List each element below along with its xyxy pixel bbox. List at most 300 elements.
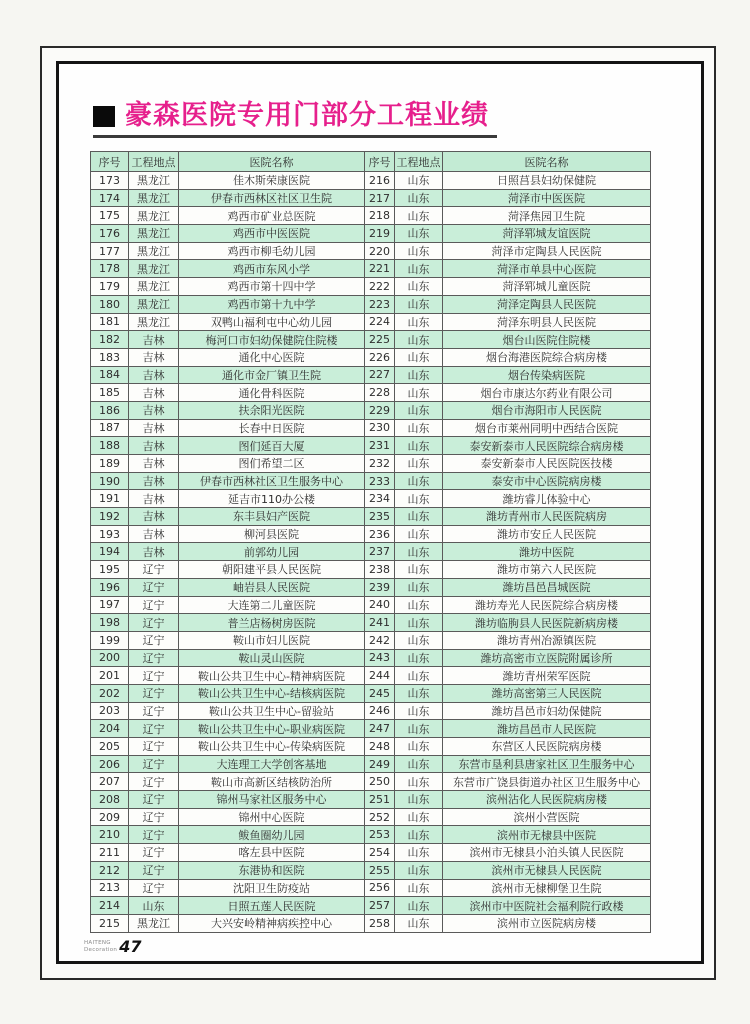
project-location: 吉林 <box>129 331 179 349</box>
page-number: 47 <box>119 937 142 956</box>
hospital-name: 扶余阳光医院 <box>179 401 365 419</box>
project-location: 山东 <box>395 755 443 773</box>
row-number: 203 <box>91 702 129 720</box>
project-location: 山东 <box>395 278 443 296</box>
project-location: 吉林 <box>129 490 179 508</box>
row-number: 255 <box>365 861 395 879</box>
project-location: 吉林 <box>129 437 179 455</box>
row-number: 235 <box>365 508 395 526</box>
row-number: 222 <box>365 278 395 296</box>
hospital-name: 菏泽东明县人民医院 <box>443 313 651 331</box>
project-location: 山东 <box>395 667 443 685</box>
project-location: 吉林 <box>129 348 179 366</box>
hospital-name: 泰安市中心医院病房楼 <box>443 472 651 490</box>
project-location: 山东 <box>395 207 443 225</box>
row-number: 254 <box>365 844 395 862</box>
table-row <box>91 384 651 402</box>
row-number: 228 <box>365 384 395 402</box>
row-number: 258 <box>365 914 395 932</box>
project-location: 山东 <box>395 596 443 614</box>
row-number: 219 <box>365 225 395 243</box>
project-location: 辽宁 <box>129 631 179 649</box>
table-row <box>91 348 651 366</box>
project-location: 山东 <box>395 808 443 826</box>
hospital-name: 菏泽焦园卫生院 <box>443 207 651 225</box>
row-number: 241 <box>365 614 395 632</box>
row-number: 192 <box>91 508 129 526</box>
hospital-name: 潍坊高密市立医院附属诊所 <box>443 649 651 667</box>
hospital-name: 潍坊睿儿体验中心 <box>443 490 651 508</box>
table-row <box>91 242 651 260</box>
project-location: 辽宁 <box>129 791 179 809</box>
hospital-name: 滨州市无棣县中医院 <box>443 826 651 844</box>
hospital-name: 大连第二儿童医院 <box>179 596 365 614</box>
projects-table <box>90 151 651 933</box>
outer-page-border <box>40 46 716 980</box>
row-number: 237 <box>365 543 395 561</box>
hospital-name: 滨州市中医院社会福利院行政楼 <box>443 897 651 915</box>
row-number: 188 <box>91 437 129 455</box>
hospital-name: 日照莒县妇幼保健院 <box>443 172 651 190</box>
brand-line-2: Decoration <box>84 946 118 953</box>
row-number: 205 <box>91 738 129 756</box>
hospital-name: 烟台传染病医院 <box>443 366 651 384</box>
project-location: 山东 <box>395 242 443 260</box>
table-body <box>91 172 651 933</box>
hospital-name: 东营市垦利县唐家社区卫生服务中心 <box>443 755 651 773</box>
row-number: 181 <box>91 313 129 331</box>
table-row <box>91 755 651 773</box>
row-number: 249 <box>365 755 395 773</box>
title-bullet-square <box>93 106 115 127</box>
row-number: 177 <box>91 242 129 260</box>
row-number: 238 <box>365 561 395 579</box>
row-number: 220 <box>365 242 395 260</box>
row-number: 247 <box>365 720 395 738</box>
inner-page-border <box>56 61 704 964</box>
row-number: 189 <box>91 455 129 473</box>
project-location: 山东 <box>395 260 443 278</box>
row-number: 253 <box>365 826 395 844</box>
project-location: 辽宁 <box>129 808 179 826</box>
hospital-name: 沈阳卫生防疫站 <box>179 879 365 897</box>
hospital-name: 潍坊临朐县人民医院新病房楼 <box>443 614 651 632</box>
project-location: 山东 <box>395 525 443 543</box>
hospital-name: 鲅鱼圈幼儿园 <box>179 826 365 844</box>
project-location: 山东 <box>395 631 443 649</box>
hospital-name: 潍坊市安丘人民医院 <box>443 525 651 543</box>
row-number: 173 <box>91 172 129 190</box>
project-location: 黑龙江 <box>129 295 179 313</box>
project-location: 山东 <box>395 649 443 667</box>
hospital-name: 梅河口市妇幼保健院住院楼 <box>179 331 365 349</box>
hospital-name: 东港协和医院 <box>179 861 365 879</box>
row-number: 246 <box>365 702 395 720</box>
row-number: 236 <box>365 525 395 543</box>
row-number: 233 <box>365 472 395 490</box>
column-header-hospital-left: 医院名称 <box>179 152 365 172</box>
table-row <box>91 684 651 702</box>
row-number: 182 <box>91 331 129 349</box>
row-number: 232 <box>365 455 395 473</box>
row-number: 242 <box>365 631 395 649</box>
table-row <box>91 879 651 897</box>
hospital-name: 菏泽郓城友谊医院 <box>443 225 651 243</box>
project-location: 吉林 <box>129 543 179 561</box>
row-number: 198 <box>91 614 129 632</box>
hospital-name: 日照五莲人民医院 <box>179 897 365 915</box>
table-row <box>91 596 651 614</box>
row-number: 213 <box>91 879 129 897</box>
table-row <box>91 455 651 473</box>
row-number: 194 <box>91 543 129 561</box>
hospital-name: 通化骨科医院 <box>179 384 365 402</box>
project-location: 山东 <box>395 826 443 844</box>
row-number: 251 <box>365 791 395 809</box>
row-number: 178 <box>91 260 129 278</box>
hospital-name: 烟台市莱州同明中西结合医院 <box>443 419 651 437</box>
project-location: 山东 <box>395 437 443 455</box>
project-location: 辽宁 <box>129 879 179 897</box>
hospital-name: 泰安新泰市人民医院综合病房楼 <box>443 437 651 455</box>
title-block <box>93 102 497 138</box>
row-number: 202 <box>91 684 129 702</box>
hospital-name: 柳河县医院 <box>179 525 365 543</box>
row-number: 221 <box>365 260 395 278</box>
row-number: 200 <box>91 649 129 667</box>
hospital-name: 烟台山医院住院楼 <box>443 331 651 349</box>
row-number: 184 <box>91 366 129 384</box>
row-number: 231 <box>365 437 395 455</box>
row-number: 252 <box>365 808 395 826</box>
column-header-serial-left: 序号 <box>91 152 129 172</box>
project-location: 山东 <box>395 225 443 243</box>
hospital-name: 潍坊寿光人民医院综合病房楼 <box>443 596 651 614</box>
project-location: 山东 <box>395 578 443 596</box>
hospital-name: 前郭幼儿园 <box>179 543 365 561</box>
table-row <box>91 808 651 826</box>
row-number: 190 <box>91 472 129 490</box>
project-location: 山东 <box>395 189 443 207</box>
row-number: 199 <box>91 631 129 649</box>
project-location: 辽宁 <box>129 702 179 720</box>
table-row <box>91 791 651 809</box>
table-row <box>91 525 651 543</box>
hospital-name: 岫岩县人民医院 <box>179 578 365 596</box>
hospital-name: 烟台市海阳市人民医院 <box>443 401 651 419</box>
hospital-name: 潍坊青州市人民医院病房 <box>443 508 651 526</box>
row-number: 180 <box>91 295 129 313</box>
table-row <box>91 543 651 561</box>
project-location: 辽宁 <box>129 720 179 738</box>
table-row <box>91 914 651 932</box>
table-row <box>91 207 651 225</box>
project-location: 辽宁 <box>129 561 179 579</box>
project-location: 山东 <box>395 861 443 879</box>
hospital-name: 滨州小营医院 <box>443 808 651 826</box>
project-location: 山东 <box>395 897 443 915</box>
project-location: 山东 <box>395 366 443 384</box>
hospital-name: 烟台市康达尔药业有限公司 <box>443 384 651 402</box>
row-number: 183 <box>91 348 129 366</box>
row-number: 245 <box>365 684 395 702</box>
project-location: 山东 <box>395 348 443 366</box>
project-location: 山东 <box>395 419 443 437</box>
row-number: 197 <box>91 596 129 614</box>
project-location: 辽宁 <box>129 614 179 632</box>
hospital-name: 泰安新泰市人民医院医技楼 <box>443 455 651 473</box>
row-number: 196 <box>91 578 129 596</box>
project-location: 辽宁 <box>129 773 179 791</box>
project-location: 山东 <box>129 897 179 915</box>
hospital-name: 潍坊青州荣军医院 <box>443 667 651 685</box>
row-number: 218 <box>365 207 395 225</box>
table-row <box>91 260 651 278</box>
row-number: 257 <box>365 897 395 915</box>
project-location: 黑龙江 <box>129 313 179 331</box>
table-row <box>91 667 651 685</box>
project-location: 黑龙江 <box>129 172 179 190</box>
hospital-name: 长春中日医院 <box>179 419 365 437</box>
hospital-name: 伊春市西林区社区卫生院 <box>179 189 365 207</box>
hospital-name: 鸡西市柳毛幼儿园 <box>179 242 365 260</box>
project-location: 辽宁 <box>129 667 179 685</box>
project-location: 辽宁 <box>129 755 179 773</box>
hospital-name: 伊春市西林社区卫生服务中心 <box>179 472 365 490</box>
project-location: 黑龙江 <box>129 260 179 278</box>
hospital-name: 滨州沾化人民医院病房楼 <box>443 791 651 809</box>
hospital-name: 鞍山公共卫生中心-留验站 <box>179 702 365 720</box>
table-row <box>91 472 651 490</box>
row-number: 185 <box>91 384 129 402</box>
project-location: 辽宁 <box>129 738 179 756</box>
hospital-name: 普兰店杨树房医院 <box>179 614 365 632</box>
hospital-name: 锦州中心医院 <box>179 808 365 826</box>
hospital-name: 滨州市无棣县人民医院 <box>443 861 651 879</box>
hospital-name: 菏泽市单县中心医院 <box>443 260 651 278</box>
row-number: 187 <box>91 419 129 437</box>
row-number: 216 <box>365 172 395 190</box>
project-location: 黑龙江 <box>129 207 179 225</box>
project-location: 山东 <box>395 791 443 809</box>
row-number: 224 <box>365 313 395 331</box>
project-location: 吉林 <box>129 472 179 490</box>
table-row <box>91 702 651 720</box>
row-number: 217 <box>365 189 395 207</box>
hospital-name: 菏泽市中医医院 <box>443 189 651 207</box>
column-header-hospital-right: 医院名称 <box>443 152 651 172</box>
hospital-name: 锦州马家社区服务中心 <box>179 791 365 809</box>
hospital-name: 滨州市无棣县小泊头镇人民医院 <box>443 844 651 862</box>
hospital-name: 滨州市无棣柳堡卫生院 <box>443 879 651 897</box>
hospital-name: 鸡西市第十四中学 <box>179 278 365 296</box>
table-header-row <box>91 152 651 172</box>
row-number: 223 <box>365 295 395 313</box>
table-row <box>91 419 651 437</box>
hospital-name: 鸡西市东风小学 <box>179 260 365 278</box>
hospital-name: 鸡西市矿业总医院 <box>179 207 365 225</box>
hospital-name: 鞍山公共卫生中心-传染病医院 <box>179 738 365 756</box>
row-number: 215 <box>91 914 129 932</box>
hospital-name: 东丰县妇产医院 <box>179 508 365 526</box>
project-location: 黑龙江 <box>129 189 179 207</box>
table-row <box>91 490 651 508</box>
row-number: 243 <box>365 649 395 667</box>
hospital-name: 潍坊昌邑昌城医院 <box>443 578 651 596</box>
project-location: 山东 <box>395 720 443 738</box>
row-number: 174 <box>91 189 129 207</box>
hospital-name: 佳木斯荣康医院 <box>179 172 365 190</box>
row-number: 244 <box>365 667 395 685</box>
hospital-name: 朝阳建平县人民医院 <box>179 561 365 579</box>
project-location: 辽宁 <box>129 649 179 667</box>
project-location: 山东 <box>395 773 443 791</box>
table-row <box>91 172 651 190</box>
row-number: 191 <box>91 490 129 508</box>
hospital-name: 菏泽市定陶县人民医院 <box>443 242 651 260</box>
project-location: 山东 <box>395 702 443 720</box>
hospital-name: 喀左县中医院 <box>179 844 365 862</box>
column-header-location-right: 工程地点 <box>395 152 443 172</box>
row-number: 206 <box>91 755 129 773</box>
row-number: 208 <box>91 791 129 809</box>
table-row <box>91 278 651 296</box>
project-location: 山东 <box>395 543 443 561</box>
hospital-name: 通化市金厂镇卫生院 <box>179 366 365 384</box>
project-location: 山东 <box>395 313 443 331</box>
project-location: 黑龙江 <box>129 242 179 260</box>
project-location: 辽宁 <box>129 861 179 879</box>
project-location: 山东 <box>395 879 443 897</box>
project-location: 山东 <box>395 508 443 526</box>
project-location: 辽宁 <box>129 684 179 702</box>
hospital-name: 双鸭山福利屯中心幼儿园 <box>179 313 365 331</box>
row-number: 210 <box>91 826 129 844</box>
hospital-name: 通化中心医院 <box>179 348 365 366</box>
hospital-name: 菏泽郓城儿童医院 <box>443 278 651 296</box>
hospital-name: 鞍山公共卫生中心-结核病医院 <box>179 684 365 702</box>
project-location: 山东 <box>395 455 443 473</box>
row-number: 195 <box>91 561 129 579</box>
row-number: 212 <box>91 861 129 879</box>
row-number: 248 <box>365 738 395 756</box>
hospital-name: 图们延百大厦 <box>179 437 365 455</box>
table-row <box>91 614 651 632</box>
hospital-name: 鞍山公共卫生中心-职业病医院 <box>179 720 365 738</box>
hospital-name: 鸡西市第十九中学 <box>179 295 365 313</box>
row-number: 175 <box>91 207 129 225</box>
project-location: 黑龙江 <box>129 278 179 296</box>
project-location: 山东 <box>395 561 443 579</box>
project-location: 辽宁 <box>129 578 179 596</box>
row-number: 209 <box>91 808 129 826</box>
project-location: 山东 <box>395 490 443 508</box>
row-number: 207 <box>91 773 129 791</box>
page-title: 豪森医院专用门部分工程业绩 <box>125 100 489 131</box>
row-number: 256 <box>365 879 395 897</box>
hospital-name: 图们希望二区 <box>179 455 365 473</box>
row-number: 201 <box>91 667 129 685</box>
row-number: 229 <box>365 401 395 419</box>
row-number: 204 <box>91 720 129 738</box>
row-number: 226 <box>365 348 395 366</box>
table-row <box>91 189 651 207</box>
hospital-name: 鞍山市高新区结核防治所 <box>179 773 365 791</box>
table-row <box>91 844 651 862</box>
project-location: 山东 <box>395 401 443 419</box>
row-number: 186 <box>91 401 129 419</box>
project-location: 吉林 <box>129 525 179 543</box>
project-location: 辽宁 <box>129 826 179 844</box>
project-location: 吉林 <box>129 508 179 526</box>
table-row <box>91 508 651 526</box>
table-row <box>91 861 651 879</box>
column-header-serial-right: 序号 <box>365 152 395 172</box>
project-location: 山东 <box>395 472 443 490</box>
project-location: 吉林 <box>129 455 179 473</box>
hospital-name: 潍坊昌邑市妇幼保健院 <box>443 702 651 720</box>
table-row <box>91 295 651 313</box>
project-location: 山东 <box>395 331 443 349</box>
table-row <box>91 401 651 419</box>
hospital-name: 潍坊青州冶源镇医院 <box>443 631 651 649</box>
row-number: 240 <box>365 596 395 614</box>
row-number: 227 <box>365 366 395 384</box>
hospital-name: 大连理工大学创客基地 <box>179 755 365 773</box>
table-row <box>91 773 651 791</box>
project-location: 山东 <box>395 172 443 190</box>
row-number: 211 <box>91 844 129 862</box>
project-location: 辽宁 <box>129 844 179 862</box>
projects-table-wrap <box>90 151 651 933</box>
hospital-name: 滨州市立医院病房楼 <box>443 914 651 932</box>
hospital-name: 菏泽定陶县人民医院 <box>443 295 651 313</box>
hospital-name: 鸡西市中医医院 <box>179 225 365 243</box>
project-location: 黑龙江 <box>129 225 179 243</box>
project-location: 山东 <box>395 614 443 632</box>
page-footer <box>84 937 141 956</box>
hospital-name: 潍坊高密第三人民医院 <box>443 684 651 702</box>
row-number: 250 <box>365 773 395 791</box>
hospital-name: 潍坊市第六人民医院 <box>443 561 651 579</box>
row-number: 225 <box>365 331 395 349</box>
project-location: 山东 <box>395 295 443 313</box>
hospital-name: 烟台海港医院综合病房楼 <box>443 348 651 366</box>
table-row <box>91 366 651 384</box>
table-row <box>91 561 651 579</box>
row-number: 214 <box>91 897 129 915</box>
hospital-name: 潍坊中医院 <box>443 543 651 561</box>
project-location: 山东 <box>395 844 443 862</box>
row-number: 234 <box>365 490 395 508</box>
row-number: 176 <box>91 225 129 243</box>
project-location: 吉林 <box>129 366 179 384</box>
table-row <box>91 649 651 667</box>
table-row <box>91 826 651 844</box>
table-row <box>91 738 651 756</box>
table-row <box>91 437 651 455</box>
project-location: 吉林 <box>129 384 179 402</box>
hospital-name: 大兴安岭精神病疾控中心 <box>179 914 365 932</box>
project-location: 黑龙江 <box>129 914 179 932</box>
table-row <box>91 225 651 243</box>
table-row <box>91 313 651 331</box>
project-location: 山东 <box>395 738 443 756</box>
row-number: 193 <box>91 525 129 543</box>
hospital-name: 东营区人民医院病房楼 <box>443 738 651 756</box>
table-row <box>91 897 651 915</box>
row-number: 230 <box>365 419 395 437</box>
